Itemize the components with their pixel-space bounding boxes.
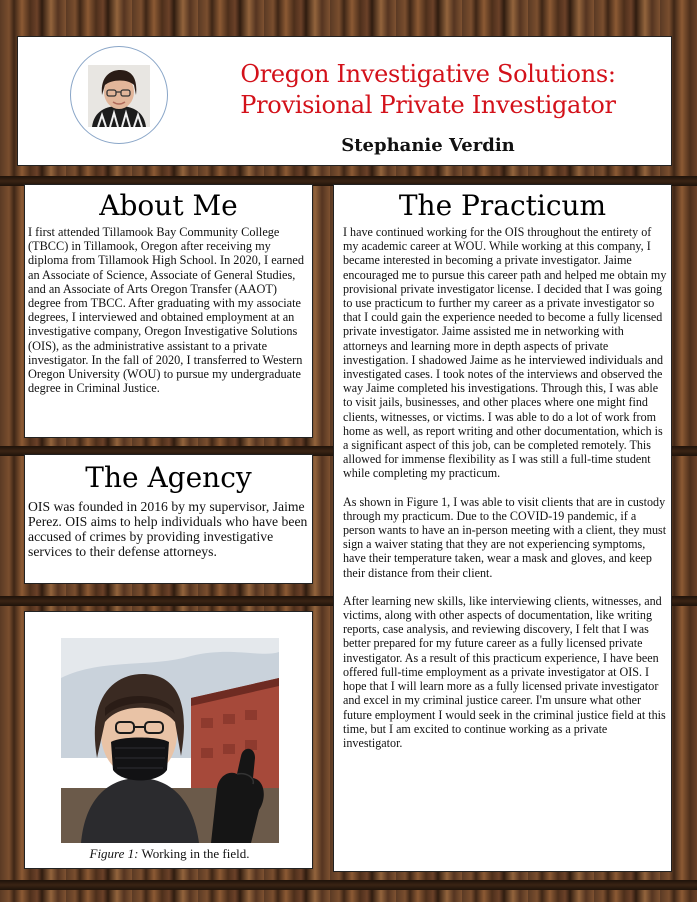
practicum-heading: The Practicum [398, 189, 607, 222]
practicum-paragraph: As shown in Figure 1, I was able to visit clients that are in custody through my practicum. Due to the COVID-19 pandemic, if a person wants to have an in-person meeting with a client, they must sign a waiver stating that they are not experiencing symptoms, have their temperature taken, wear a mask and gloves, and keep their distance from their client. [343, 494, 667, 580]
practicum-paragraph: I have continued working for the OIS throughout the entirety of my academic career at WOU. While working at this company, I became interested in becoming a private investigator. Jaime encouraged me to pursue this career path and helped me obtain my provisional private investigator license. I decided that I was going to use practicum to further my career as a private investigator so that I could gain the experience needed to become a fully licensed private investigator. Jaime assisted me in networking with attorneys and learning more in depth aspects of private investigation. I shadowed Jaime as he interviewed individuals and investigated cases. I took notes of the interviews and observed the way Jaime completed his investigations. Through this, I was able to visit jails, businesses, and other places where one might find clients, witnesses, or victims. I was able to do a lot of work from home as well, as report writing and other documentation, which is a significant aspect of this job, can be completed remotely. This allowed for immense flexibility as I was still a full-time student while completing my practicum. [343, 225, 667, 481]
portrait-image [88, 65, 150, 127]
agency-heading: The Agency [85, 461, 252, 494]
practicum-panel [333, 184, 672, 872]
figure-panel [24, 611, 313, 869]
figure-caption-text: Working in the field. [138, 846, 250, 861]
page-title: Oregon Investigative Solutions: Provisional Private Investigator [240, 60, 616, 119]
avatar [70, 46, 168, 144]
figure-caption [25, 846, 314, 862]
figure-caption-label: Figure 1: [89, 846, 139, 861]
practicum-text [334, 223, 671, 750]
about-me-panel [24, 184, 313, 438]
agency-panel [24, 454, 313, 584]
about-me-heading: About Me [99, 189, 238, 222]
about-me-text: I first attended Tillamook Bay Community College (TBCC) in Tillamook, Oregon after receiving my diploma from Tillamook High School. In 2020, I earned an Associate of Science, Associate of General Studies, and an Associate of Arts Oregon Transfer (AAOT) degree from TBCC. After graduating with my associate degrees, I interviewed and obtained employment at an investigative company, Oregon Investigative Solutions (OIS), as the administrative assistant to a private investigator. In the fall of 2020, I transferred to Western Oregon University (WOU) to pursue my undergraduate degree in Criminal Justice. [28, 225, 304, 396]
author-name: Stephanie Verdin [341, 135, 515, 156]
agency-text: OIS was founded in 2016 by my supervisor, Jaime Perez. OIS aims to help individuals who have been accused of crimes by providing investigative services to their defense attorneys. [28, 499, 308, 559]
header-panel [17, 36, 672, 166]
bookshelf-ledge [0, 880, 697, 890]
field-work-photo [61, 638, 279, 843]
practicum-paragraph: After learning new skills, like interviewing clients, witnesses, and victims, along with other aspects of documentation, like writing reports, case analysis, and reviewing discovery, I felt that I was better prepared for my future career as a fully licensed private investigator. As a result of this practicum experience, I have been offered full-time employment as a private investigator at OIS. I hope that I will learn more as a fully licensed private investigator and excel in my criminal justice career. I'm unsure what other future employment I would seek in the criminal justice field at this time, but I am excited to continue working as a private investigator. [343, 593, 666, 750]
